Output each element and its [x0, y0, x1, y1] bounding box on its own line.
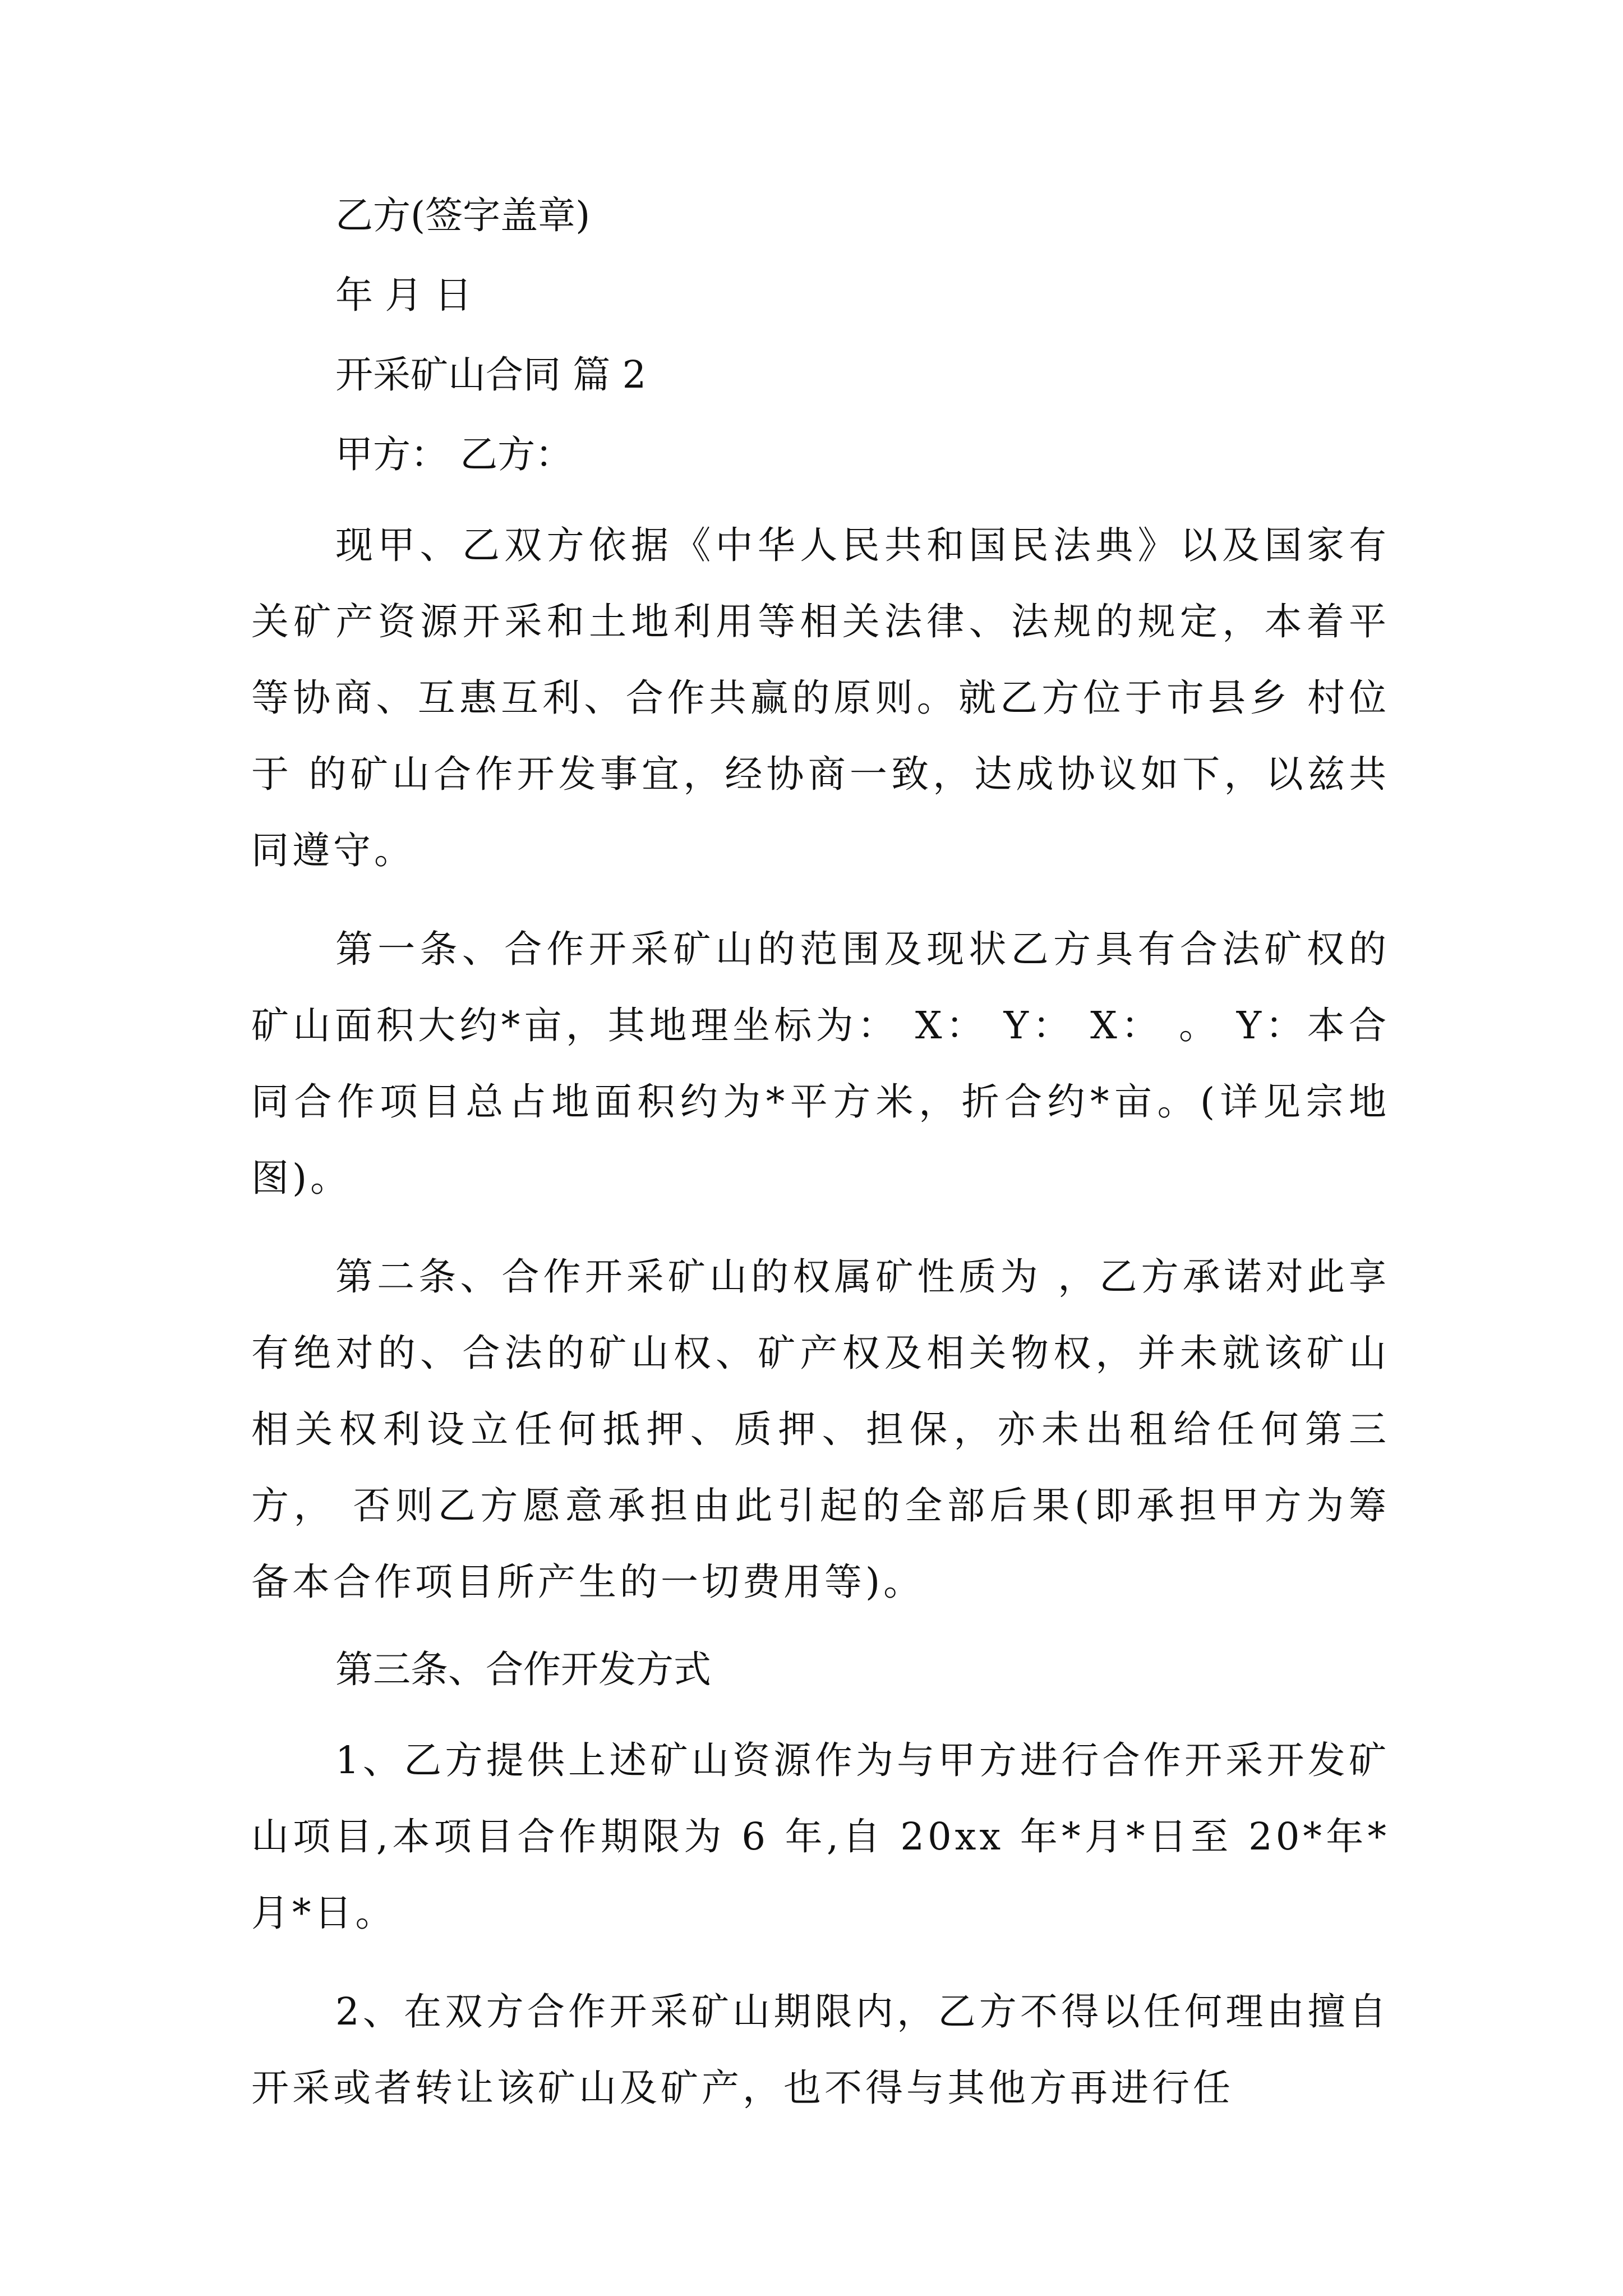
- paragraph-clause-1: 1、乙方提供上述矿山资源作为与甲方进行合作开采开发矿山项目,本项目合作期限为 6 年,自 20xx 年*月*日至 20*年*月*日。: [251, 1738, 1390, 1935]
- paragraph-article-3-heading: 第三条、合作开发方式: [335, 1648, 711, 1691]
- signature-party-b: 乙方(签字盖章): [335, 194, 591, 237]
- parties-line: 甲方： 乙方：: [335, 432, 573, 476]
- paragraph-clause-2: 2、在双方合作开采矿山期限内，乙方不得以任何理由擅自开采或者转让该矿山及矿产，也不得与其他方再进行任: [251, 1990, 1390, 2110]
- date-line: 年 月 日: [335, 273, 472, 317]
- paragraph-article-1: 第一条、合作开采矿山的范围及现状乙方具有合法矿权的矿山面积大约*亩，其地理坐标为： X： Y： X： 。 Y：本合同合作项目总占地面积约为*平方米，折合约*亩。(详见宗地图)。: [251, 927, 1390, 1200]
- document-body: [251, 185, 1390, 2126]
- paragraph-article-2: 第二条、合作开采矿山的权属矿性质为 ，乙方承诺对此享有绝对的、合法的矿山权、矿产权及相关物权，并未就该矿山相关权利设立任何抵押、质押、担保，亦未出租给任何第三方， 否则乙方愿意承担由此引起的全部后果(即承担甲方为筹备本合作项目所产生的一切费用等)。: [251, 1255, 1390, 1604]
- paragraph-preamble: 现甲、乙双方依据《中华人民共和国民法典》以及国家有关矿产资源开采和土地利用等相关法律、法规的规定，本着平等协商、互惠互利、合作共赢的原则。就乙方位于市县乡 村位于 的矿山合作开发事宜，经协商一致，达成协议如下，以兹共同遵守。: [251, 523, 1390, 872]
- section-title: 开采矿山合同 篇 2: [335, 353, 647, 397]
